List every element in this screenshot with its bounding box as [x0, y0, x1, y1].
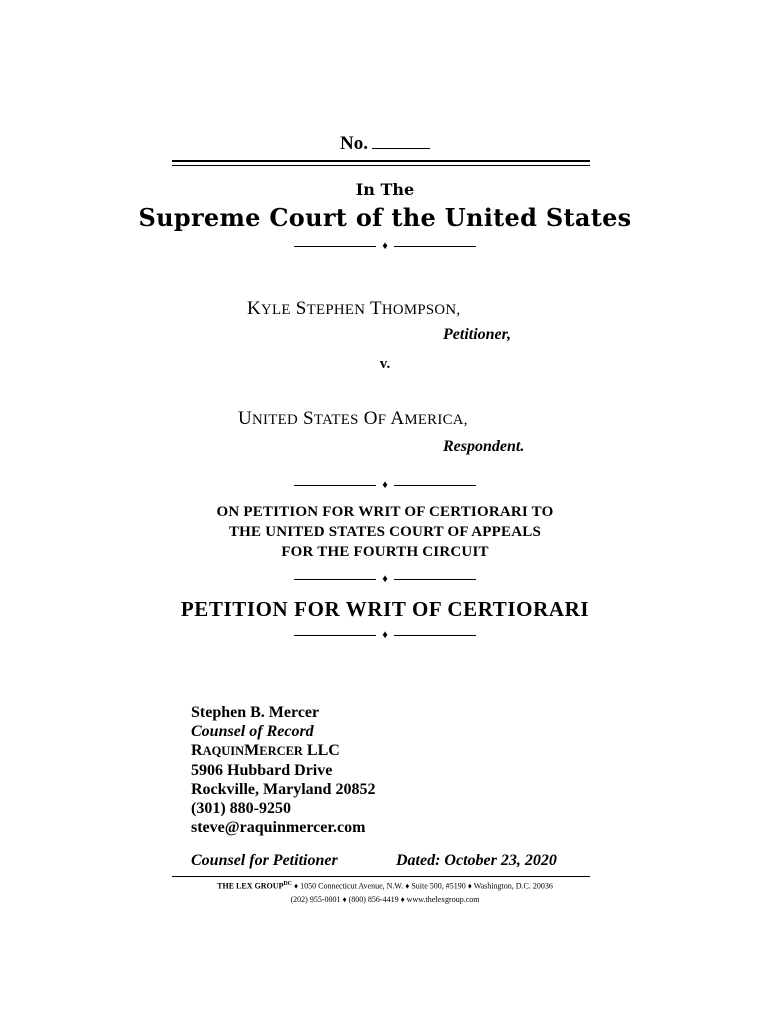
header-rule-thick	[172, 160, 590, 162]
printer-name: THE LEX GROUP	[217, 881, 284, 891]
counsel-address-1: 5906 Hubbard Drive	[191, 762, 333, 779]
separator-2: ♦	[0, 479, 770, 491]
counsel-address-2: Rockville, Maryland 20852	[191, 781, 376, 798]
in-the-heading: In The	[355, 180, 415, 199]
docket-number	[0, 132, 770, 155]
respondent-role: Respondent.	[443, 438, 525, 455]
petition-on-line-3: FOR THE FOURTH CIRCUIT	[281, 544, 489, 560]
petitioner-name: KYLE STEPHEN THOMPSON,	[247, 298, 461, 319]
printer-sup: DC	[283, 881, 293, 887]
counsel-email[interactable]: steve@raquinmercer.com	[191, 819, 366, 836]
petition-on-line-1: ON PETITION FOR WRIT OF CERTIORARI TO	[216, 504, 554, 520]
counsel-firm: RAQUINMERCER LLC	[191, 742, 340, 759]
docket-blank	[372, 132, 430, 149]
printer-line-1: THE LEX $GROUP^{DC}$ ♦ 1050 Connecticut Avenue, N.W. ♦ Suite 500, #5190 ♦ Washington, D.C. 20036	[217, 881, 553, 891]
separator-1	[0, 240, 770, 252]
date-line: Dated: October 23, 2020	[396, 852, 557, 869]
docket-label: No.	[340, 133, 368, 154]
counsel-phone: (301) 880-9250	[191, 800, 291, 817]
separator-3: ♦	[0, 573, 770, 585]
counsel-block	[191, 703, 375, 837]
petitioner-role: Petitioner,	[443, 326, 511, 343]
court-name: Supreme Court of the United States	[138, 203, 632, 232]
document-title: PETITION FOR WRIT OF CERTIORARI	[180, 597, 590, 621]
counsel-role: Counsel of Record	[191, 723, 314, 740]
printer-line-2: (202) 955-0001 ♦ (800) 856-4419 ♦ www.thelexgroup.com	[290, 895, 480, 904]
respondent-name: UNITED STATES OF AMERICA,	[238, 408, 468, 429]
footer-rule	[172, 876, 590, 877]
versus: v.	[379, 356, 391, 372]
separator-diamond: ♦	[382, 240, 388, 252]
counsel-for-petitioner: Counsel for Petitioner	[191, 852, 338, 869]
printer-address: 1050 Connecticut Avenue, N.W. ♦ Suite 500, #5190 ♦ Washington, D.C. 20036	[300, 881, 553, 891]
petition-on-line-2: THE UNITED STATES COURT OF APPEALS	[228, 524, 542, 540]
counsel-name: Stephen B. Mercer	[191, 704, 320, 721]
separator-4: ♦	[0, 629, 770, 641]
header-rule-thin	[172, 165, 590, 166]
